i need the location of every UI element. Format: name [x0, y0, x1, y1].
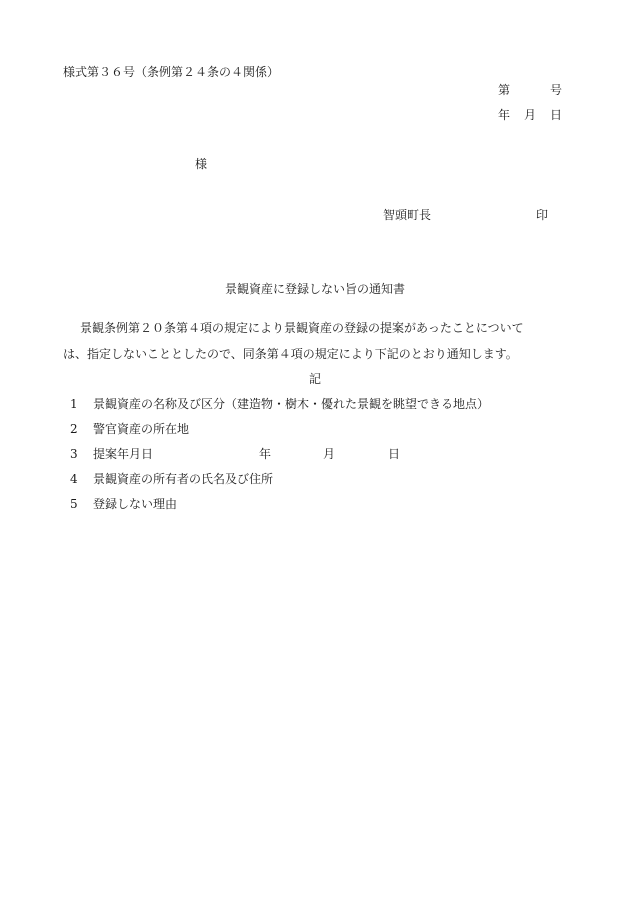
item-text: 登録しない理由 — [93, 497, 178, 511]
item-text: 景観資産の所有者の氏名及び住所 — [93, 472, 274, 486]
form-number: 様式第３６号（条例第２４条の４関係） — [63, 65, 280, 79]
proposal-date-year-label: 年 — [259, 447, 272, 461]
item-number: 5 — [70, 497, 78, 511]
seal-mark: 印 — [536, 208, 549, 222]
item-number: 2 — [70, 422, 78, 436]
item-text: 警官資産の所在地 — [93, 422, 190, 436]
item-text: 提案年月日 — [93, 447, 154, 461]
body-paragraph-line-1: 景観条例第２０条第４項の規定により景観資産の登録の提案があったことについて — [80, 321, 524, 335]
item-number: 3 — [70, 447, 78, 461]
document-title: 景観資産に登録しない旨の通知書 — [224, 282, 405, 296]
date-year-label: 年 — [498, 108, 511, 122]
item-number: 1 — [70, 397, 78, 411]
date-day-label: 日 — [550, 108, 563, 122]
item-number: 4 — [70, 472, 78, 486]
date-month-label: 月 — [524, 108, 537, 122]
document-number-suffix: 号 — [550, 83, 563, 97]
proposal-date-day-label: 日 — [388, 447, 401, 461]
proposal-date-month-label: 月 — [323, 447, 336, 461]
document-number-label: 第 — [498, 83, 511, 97]
body-paragraph-line-2: は、指定しないこととしたので、同条第４項の規定により下記のとおり通知します。 — [63, 347, 518, 361]
item-text: 景観資産の名称及び区分（建造物・樹木・優れた景観を眺望できる地点） — [93, 397, 490, 411]
ki-heading: 記 — [309, 372, 322, 386]
sender-title: 智頭町長 — [383, 208, 432, 222]
recipient-honorific: 様 — [195, 157, 208, 171]
